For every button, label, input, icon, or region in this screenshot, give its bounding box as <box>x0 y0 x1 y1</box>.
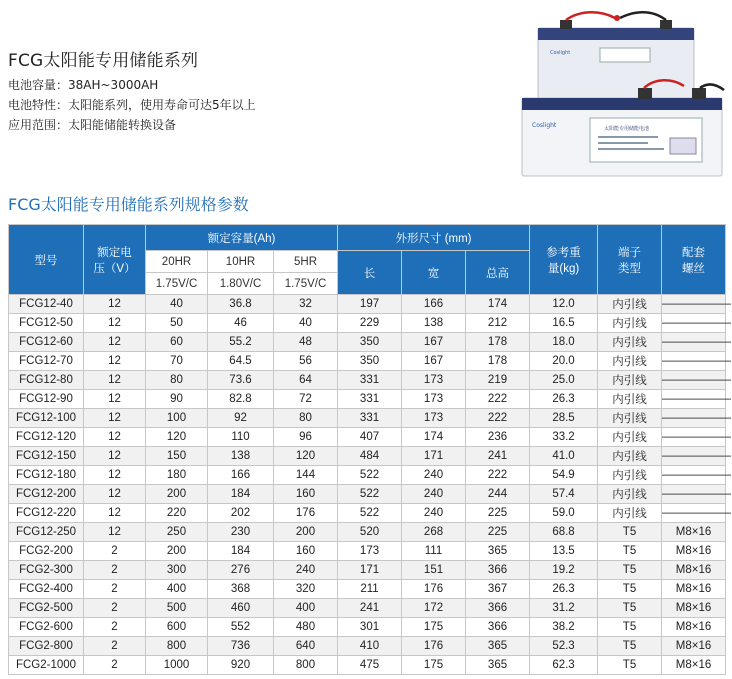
cell-capacity-10hr: 64.5 <box>208 352 274 371</box>
cell-terminal: 内引线 <box>598 409 662 428</box>
cell-model: FCG2-500 <box>9 599 84 618</box>
cell-height: 367 <box>466 580 530 599</box>
cell-terminal: T5 <box>598 637 662 656</box>
table-row <box>9 409 726 428</box>
table-row <box>9 561 726 580</box>
cell-width: 174 <box>402 428 466 447</box>
header-dimensions: 外形尺寸 (mm) <box>338 225 530 251</box>
cell-bolt: —————— <box>662 447 726 466</box>
cell-height: 222 <box>466 466 530 485</box>
header-10hr-voltage: 1.80V/C <box>208 273 274 295</box>
cell-capacity-5hr: 320 <box>274 580 338 599</box>
cell-capacity-20hr: 60 <box>146 333 208 352</box>
table-row <box>9 599 726 618</box>
cell-model: FCG12-250 <box>9 523 84 542</box>
cell-capacity-5hr: 160 <box>274 485 338 504</box>
cell-voltage: 12 <box>84 390 146 409</box>
cell-capacity-10hr: 920 <box>208 656 274 675</box>
cell-voltage: 12 <box>84 428 146 447</box>
cell-voltage: 2 <box>84 618 146 637</box>
application-info: 应用范围：太阳能储能转换设备 <box>8 118 177 132</box>
cell-weight: 19.2 <box>530 561 598 580</box>
table-row <box>9 390 726 409</box>
cell-width: 173 <box>402 390 466 409</box>
cell-capacity-10hr: 460 <box>208 599 274 618</box>
cell-width: 166 <box>402 295 466 314</box>
cell-length: 301 <box>338 618 402 637</box>
cell-bolt: —————— <box>662 390 726 409</box>
cell-capacity-10hr: 73.6 <box>208 371 274 390</box>
cell-length: 522 <box>338 466 402 485</box>
back-battery-brand: Coslight <box>550 50 571 56</box>
cell-capacity-5hr: 160 <box>274 542 338 561</box>
cell-model: FCG12-120 <box>9 428 84 447</box>
cell-capacity-20hr: 70 <box>146 352 208 371</box>
cell-length: 173 <box>338 542 402 561</box>
header-model: 型号 <box>9 225 84 295</box>
spec-table <box>8 224 732 675</box>
table-row <box>9 428 726 447</box>
cell-capacity-5hr: 480 <box>274 618 338 637</box>
cell-width: 176 <box>402 580 466 599</box>
cell-width: 173 <box>402 409 466 428</box>
cell-capacity-20hr: 1000 <box>146 656 208 675</box>
cell-capacity-20hr: 220 <box>146 504 208 523</box>
cell-terminal: 内引线 <box>598 295 662 314</box>
page-title: FCG太阳能专用储能系列 <box>8 51 199 71</box>
cell-height: 219 <box>466 371 530 390</box>
cell-length: 350 <box>338 352 402 371</box>
cell-weight: 54.9 <box>530 466 598 485</box>
cell-width: 111 <box>402 542 466 561</box>
cell-terminal: 内引线 <box>598 485 662 504</box>
cell-height: 222 <box>466 409 530 428</box>
table-row <box>9 352 726 371</box>
cell-length: 197 <box>338 295 402 314</box>
battery-label: 太阳能专用储能电池 <box>604 126 650 132</box>
cell-height: 241 <box>466 447 530 466</box>
cell-height: 366 <box>466 618 530 637</box>
cell-capacity-10hr: 110 <box>208 428 274 447</box>
cell-height: 225 <box>466 523 530 542</box>
cell-bolt: —————— <box>662 352 726 371</box>
cell-width: 138 <box>402 314 466 333</box>
cell-bolt: —————— <box>662 409 726 428</box>
cell-capacity-5hr: 56 <box>274 352 338 371</box>
cell-terminal: 内引线 <box>598 466 662 485</box>
cell-capacity-5hr: 640 <box>274 637 338 656</box>
table-row <box>9 314 726 333</box>
cell-capacity-5hr: 40 <box>274 314 338 333</box>
cell-capacity-20hr: 200 <box>146 542 208 561</box>
cell-capacity-20hr: 400 <box>146 580 208 599</box>
cell-capacity-5hr: 32 <box>274 295 338 314</box>
table-row <box>9 447 726 466</box>
cell-model: FCG2-300 <box>9 561 84 580</box>
cell-model: FCG12-180 <box>9 466 84 485</box>
cell-height: 212 <box>466 314 530 333</box>
cell-voltage: 12 <box>84 409 146 428</box>
cell-capacity-10hr: 166 <box>208 466 274 485</box>
cell-model: FCG12-50 <box>9 314 84 333</box>
cell-capacity-20hr: 80 <box>146 371 208 390</box>
cell-bolt: M8×16 <box>662 599 726 618</box>
cell-width: 167 <box>402 333 466 352</box>
cell-bolt: —————— <box>662 428 726 447</box>
cell-terminal: T5 <box>598 523 662 542</box>
cell-height: 365 <box>466 656 530 675</box>
cell-width: 167 <box>402 352 466 371</box>
cell-capacity-20hr: 250 <box>146 523 208 542</box>
cell-capacity-5hr: 96 <box>274 428 338 447</box>
cell-capacity-20hr: 500 <box>146 599 208 618</box>
cell-model: FCG2-600 <box>9 618 84 637</box>
cell-bolt: M8×16 <box>662 656 726 675</box>
cell-weight: 33.2 <box>530 428 598 447</box>
cell-weight: 59.0 <box>530 504 598 523</box>
cell-model: FCG12-80 <box>9 371 84 390</box>
table-row <box>9 504 726 523</box>
cell-model: FCG12-150 <box>9 447 84 466</box>
cell-terminal: T5 <box>598 618 662 637</box>
table-row <box>9 523 726 542</box>
cell-capacity-20hr: 300 <box>146 561 208 580</box>
cell-weight: 13.5 <box>530 542 598 561</box>
battery-product-image <box>520 6 726 178</box>
cell-capacity-5hr: 240 <box>274 561 338 580</box>
cell-terminal: 内引线 <box>598 428 662 447</box>
cell-capacity-20hr: 600 <box>146 618 208 637</box>
cell-capacity-5hr: 800 <box>274 656 338 675</box>
cell-bolt: M8×16 <box>662 580 726 599</box>
header-20hr: 20HR <box>146 251 208 273</box>
cell-bolt: —————— <box>662 485 726 504</box>
cell-voltage: 12 <box>84 352 146 371</box>
header-terminal: 端子类型 <box>598 225 662 295</box>
header-bolt: 配套螺丝 <box>662 225 726 295</box>
header-width: 宽 <box>402 251 466 295</box>
table-row <box>9 333 726 352</box>
cell-height: 178 <box>466 333 530 352</box>
cell-terminal: 内引线 <box>598 447 662 466</box>
cell-length: 520 <box>338 523 402 542</box>
header-weight: 参考重量(kg) <box>530 225 598 295</box>
cell-width: 172 <box>402 599 466 618</box>
cell-capacity-5hr: 80 <box>274 409 338 428</box>
cell-capacity-10hr: 46 <box>208 314 274 333</box>
cell-capacity-5hr: 72 <box>274 390 338 409</box>
cell-voltage: 12 <box>84 485 146 504</box>
cell-height: 222 <box>466 390 530 409</box>
cell-terminal: T5 <box>598 599 662 618</box>
cell-capacity-10hr: 184 <box>208 542 274 561</box>
cell-voltage: 12 <box>84 295 146 314</box>
cell-weight: 52.3 <box>530 637 598 656</box>
cell-bolt: —————— <box>662 504 726 523</box>
cell-terminal: 内引线 <box>598 371 662 390</box>
cell-voltage: 12 <box>84 333 146 352</box>
cell-height: 366 <box>466 561 530 580</box>
cell-bolt: —————— <box>662 371 726 390</box>
cell-model: FCG12-70 <box>9 352 84 371</box>
cell-model: FCG2-1000 <box>9 656 84 675</box>
cell-length: 407 <box>338 428 402 447</box>
cell-height: 244 <box>466 485 530 504</box>
header-capacity: 额定容量(Ah) <box>146 225 338 251</box>
cell-width: 151 <box>402 561 466 580</box>
cell-capacity-10hr: 55.2 <box>208 333 274 352</box>
table-row <box>9 295 726 314</box>
table-row <box>9 637 726 656</box>
cell-weight: 26.3 <box>530 580 598 599</box>
cell-voltage: 12 <box>84 447 146 466</box>
header-20hr-voltage: 1.75V/C <box>146 273 208 295</box>
cell-capacity-10hr: 552 <box>208 618 274 637</box>
cell-weight: 57.4 <box>530 485 598 504</box>
cell-model: FCG2-800 <box>9 637 84 656</box>
cell-capacity-20hr: 180 <box>146 466 208 485</box>
cell-capacity-10hr: 92 <box>208 409 274 428</box>
cell-bolt: —————— <box>662 295 726 314</box>
table-row <box>9 656 726 675</box>
cell-bolt: M8×16 <box>662 561 726 580</box>
cell-bolt: M8×16 <box>662 523 726 542</box>
cell-length: 522 <box>338 504 402 523</box>
cell-height: 365 <box>466 542 530 561</box>
header-5hr-voltage: 1.75V/C <box>274 273 338 295</box>
cell-weight: 38.2 <box>530 618 598 637</box>
header-height: 总高 <box>466 251 530 295</box>
feature-info: 电池特性：太阳能系列，使用寿命可达5年以上 <box>8 98 256 112</box>
cell-bolt: M8×16 <box>662 542 726 561</box>
table-row <box>9 542 726 561</box>
cell-model: FCG12-220 <box>9 504 84 523</box>
cell-voltage: 12 <box>84 371 146 390</box>
cell-capacity-5hr: 176 <box>274 504 338 523</box>
cell-length: 522 <box>338 485 402 504</box>
capacity-info: 电池容量：38AH~3000AH <box>8 78 159 92</box>
cell-capacity-10hr: 230 <box>208 523 274 542</box>
cell-weight: 18.0 <box>530 333 598 352</box>
cell-voltage: 12 <box>84 466 146 485</box>
cell-height: 366 <box>466 599 530 618</box>
header-voltage: 额定电压（V） <box>84 225 146 295</box>
cell-width: 240 <box>402 466 466 485</box>
cell-length: 171 <box>338 561 402 580</box>
cell-terminal: 内引线 <box>598 352 662 371</box>
cell-terminal: 内引线 <box>598 504 662 523</box>
cell-capacity-10hr: 184 <box>208 485 274 504</box>
header-length: 长 <box>338 251 402 295</box>
table-row <box>9 485 726 504</box>
cell-bolt: M8×16 <box>662 618 726 637</box>
cell-terminal: T5 <box>598 656 662 675</box>
cell-capacity-5hr: 144 <box>274 466 338 485</box>
cell-capacity-10hr: 36.8 <box>208 295 274 314</box>
cell-width: 173 <box>402 371 466 390</box>
cell-model: FCG2-200 <box>9 542 84 561</box>
cell-capacity-5hr: 200 <box>274 523 338 542</box>
header-5hr: 5HR <box>274 251 338 273</box>
cell-width: 175 <box>402 618 466 637</box>
cell-terminal: 内引线 <box>598 333 662 352</box>
cell-height: 225 <box>466 504 530 523</box>
cell-capacity-10hr: 138 <box>208 447 274 466</box>
cell-length: 211 <box>338 580 402 599</box>
cell-weight: 31.2 <box>530 599 598 618</box>
spec-table-title: FCG太阳能专用储能系列规格参数 <box>8 195 249 214</box>
cell-length: 350 <box>338 333 402 352</box>
cell-length: 241 <box>338 599 402 618</box>
cell-bolt: —————— <box>662 314 726 333</box>
cell-length: 331 <box>338 390 402 409</box>
cell-capacity-20hr: 50 <box>146 314 208 333</box>
cell-length: 229 <box>338 314 402 333</box>
cell-terminal: 内引线 <box>598 390 662 409</box>
cell-capacity-20hr: 150 <box>146 447 208 466</box>
cell-height: 236 <box>466 428 530 447</box>
cell-voltage: 2 <box>84 542 146 561</box>
cell-voltage: 2 <box>84 637 146 656</box>
cell-capacity-20hr: 90 <box>146 390 208 409</box>
cell-capacity-20hr: 120 <box>146 428 208 447</box>
cell-height: 365 <box>466 637 530 656</box>
cell-model: FCG12-60 <box>9 333 84 352</box>
cell-terminal: T5 <box>598 542 662 561</box>
cell-terminal: 内引线 <box>598 314 662 333</box>
table-row <box>9 466 726 485</box>
cell-voltage: 12 <box>84 504 146 523</box>
cell-width: 175 <box>402 656 466 675</box>
cell-voltage: 12 <box>84 523 146 542</box>
cell-capacity-5hr: 120 <box>274 447 338 466</box>
cell-length: 331 <box>338 371 402 390</box>
spec-table-body <box>9 295 732 675</box>
cell-capacity-20hr: 100 <box>146 409 208 428</box>
cell-width: 268 <box>402 523 466 542</box>
cell-voltage: 12 <box>84 314 146 333</box>
table-row <box>9 580 726 599</box>
cell-length: 484 <box>338 447 402 466</box>
cell-capacity-5hr: 48 <box>274 333 338 352</box>
cell-capacity-10hr: 276 <box>208 561 274 580</box>
cell-length: 475 <box>338 656 402 675</box>
front-battery-brand: Coslight <box>532 122 557 129</box>
cell-height: 174 <box>466 295 530 314</box>
cell-capacity-20hr: 40 <box>146 295 208 314</box>
cell-weight: 26.3 <box>530 390 598 409</box>
cell-capacity-5hr: 400 <box>274 599 338 618</box>
header-10hr: 10HR <box>208 251 274 273</box>
cell-weight: 28.5 <box>530 409 598 428</box>
cell-voltage: 2 <box>84 561 146 580</box>
cell-capacity-10hr: 82.8 <box>208 390 274 409</box>
cell-weight: 20.0 <box>530 352 598 371</box>
cell-model: FCG12-90 <box>9 390 84 409</box>
cell-terminal: T5 <box>598 561 662 580</box>
cell-width: 240 <box>402 504 466 523</box>
cell-model: FCG12-100 <box>9 409 84 428</box>
cell-capacity-10hr: 368 <box>208 580 274 599</box>
cell-capacity-10hr: 736 <box>208 637 274 656</box>
cell-weight: 62.3 <box>530 656 598 675</box>
table-row <box>9 618 726 637</box>
cell-weight: 12.0 <box>530 295 598 314</box>
cell-voltage: 2 <box>84 580 146 599</box>
cell-bolt: M8×16 <box>662 637 726 656</box>
cell-bolt: —————— <box>662 466 726 485</box>
cell-model: FCG12-40 <box>9 295 84 314</box>
cell-weight: 68.8 <box>530 523 598 542</box>
cell-length: 331 <box>338 409 402 428</box>
cell-voltage: 2 <box>84 599 146 618</box>
cell-terminal: T5 <box>598 580 662 599</box>
cell-weight: 41.0 <box>530 447 598 466</box>
cell-length: 410 <box>338 637 402 656</box>
cell-height: 178 <box>466 352 530 371</box>
cell-capacity-20hr: 200 <box>146 485 208 504</box>
cell-model: FCG2-400 <box>9 580 84 599</box>
cell-weight: 16.5 <box>530 314 598 333</box>
cell-width: 171 <box>402 447 466 466</box>
cell-model: FCG12-200 <box>9 485 84 504</box>
cell-capacity-10hr: 202 <box>208 504 274 523</box>
cell-voltage: 2 <box>84 656 146 675</box>
table-row <box>9 371 726 390</box>
cell-width: 240 <box>402 485 466 504</box>
cell-capacity-20hr: 800 <box>146 637 208 656</box>
cell-bolt: —————— <box>662 333 726 352</box>
cell-width: 176 <box>402 637 466 656</box>
cell-capacity-5hr: 64 <box>274 371 338 390</box>
cell-weight: 25.0 <box>530 371 598 390</box>
